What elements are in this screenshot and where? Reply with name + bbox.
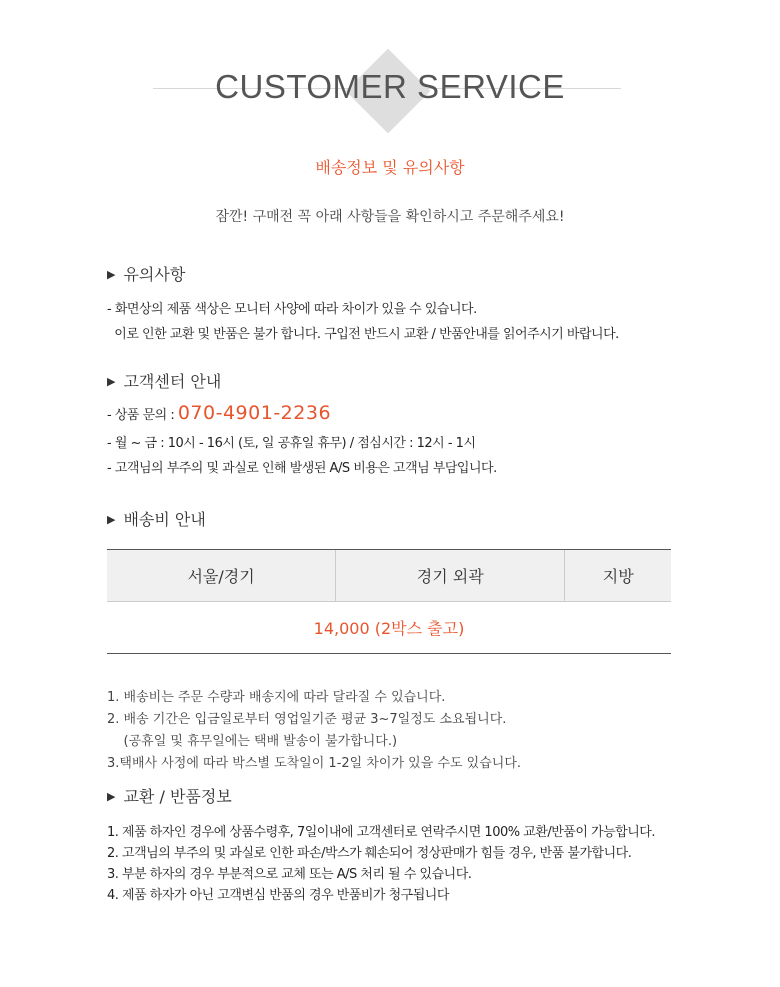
exchange-line-3: 3. 부분 하자의 경우 부분적으로 교체 또는 A/S 처리 될 수 있습니다.: [107, 867, 472, 882]
shipping-fee-table: [107, 549, 671, 654]
notice-subtitle: 잠깐! 구매전 꼭 아래 사항들을 확인하시고 주문해주세요!: [215, 209, 565, 225]
shipping-heading: [107, 507, 206, 530]
caution-heading-label: 유의사항: [123, 265, 186, 284]
exchange-line-2: 2. 고객님의 부주의 및 과실로 인한 파손/박스가 훼손되어 정상판매가 힘들 경우, 반품 불가합니다.: [107, 846, 632, 861]
column-header: 서울/경기: [107, 550, 336, 602]
exchange-heading: [107, 784, 232, 807]
page-title: CUSTOMER SERVICE: [215, 68, 565, 105]
center-heading-label: 고객센터 안내: [123, 372, 222, 391]
triangle-right-icon: ▶: [107, 513, 116, 526]
table-header-row: [107, 550, 671, 602]
phone-label: - 상품 문의 :: [107, 408, 178, 423]
shipping-heading-label: 배송비 안내: [123, 510, 206, 529]
exchange-line-4: 4. 제품 하자가 아닌 고객변심 반품의 경우 반품비가 청구됩니다: [107, 888, 449, 903]
shipping-note-3: (공휴일 및 휴무일에는 택배 발송이 불가합니다.): [107, 734, 398, 749]
shipping-note-4: 3.택배사 사정에 따라 박스별 도착일이 1-2일 차이가 있을 수도 있습니다.: [107, 756, 522, 771]
exchange-line-1: 1. 제품 하자인 경우에 상품수령후, 7일이내에 고객센터로 연락주시면 100% 교환/반품이 가능합니다.: [107, 825, 655, 840]
shipping-note-1: 1. 배송비는 주문 수량과 배송지에 따라 달라질 수 있습니다.: [107, 690, 446, 705]
triangle-right-icon: ▶: [107, 375, 116, 388]
caution-line-1: - 화면상의 제품 색상은 모니터 사양에 따라 차이가 있을 수 있습니다.: [107, 302, 477, 317]
page-header: [0, 48, 780, 128]
table-row: [107, 602, 671, 654]
shipping-fee: 14,000 (2박스 출고): [107, 602, 671, 654]
center-as-note: - 고객님의 부주의 및 과실로 인해 발생된 A/S 비용은 고객님 부담입니다.: [107, 461, 497, 476]
phone-line: [107, 402, 331, 424]
shipping-note-2: 2. 배송 기간은 입금일로부터 영업일기준 평균 3~7일정도 소요됩니다.: [107, 712, 507, 727]
column-header: 경기 외곽: [336, 550, 565, 602]
caution-line-2: 이로 인한 교환 및 반품은 불가 합니다. 구입전 반드시 교환 / 반품안내를 읽어주시기 바랍니다.: [107, 327, 619, 342]
notice-title: 배송정보 및 유의사항: [315, 158, 465, 177]
triangle-right-icon: ▶: [107, 790, 116, 803]
center-heading: [107, 369, 221, 392]
caution-heading: [107, 262, 185, 285]
phone-number[interactable]: 070-4901-2236: [177, 402, 332, 424]
center-hours: - 월 ~ 금 : 10시 - 16시 (토, 일 공휴일 휴무) / 점심시간 : 12시 - 1시: [107, 436, 476, 451]
triangle-right-icon: ▶: [107, 268, 116, 281]
column-header: 지방: [565, 550, 671, 602]
exchange-heading-label: 교환 / 반품정보: [123, 787, 232, 806]
